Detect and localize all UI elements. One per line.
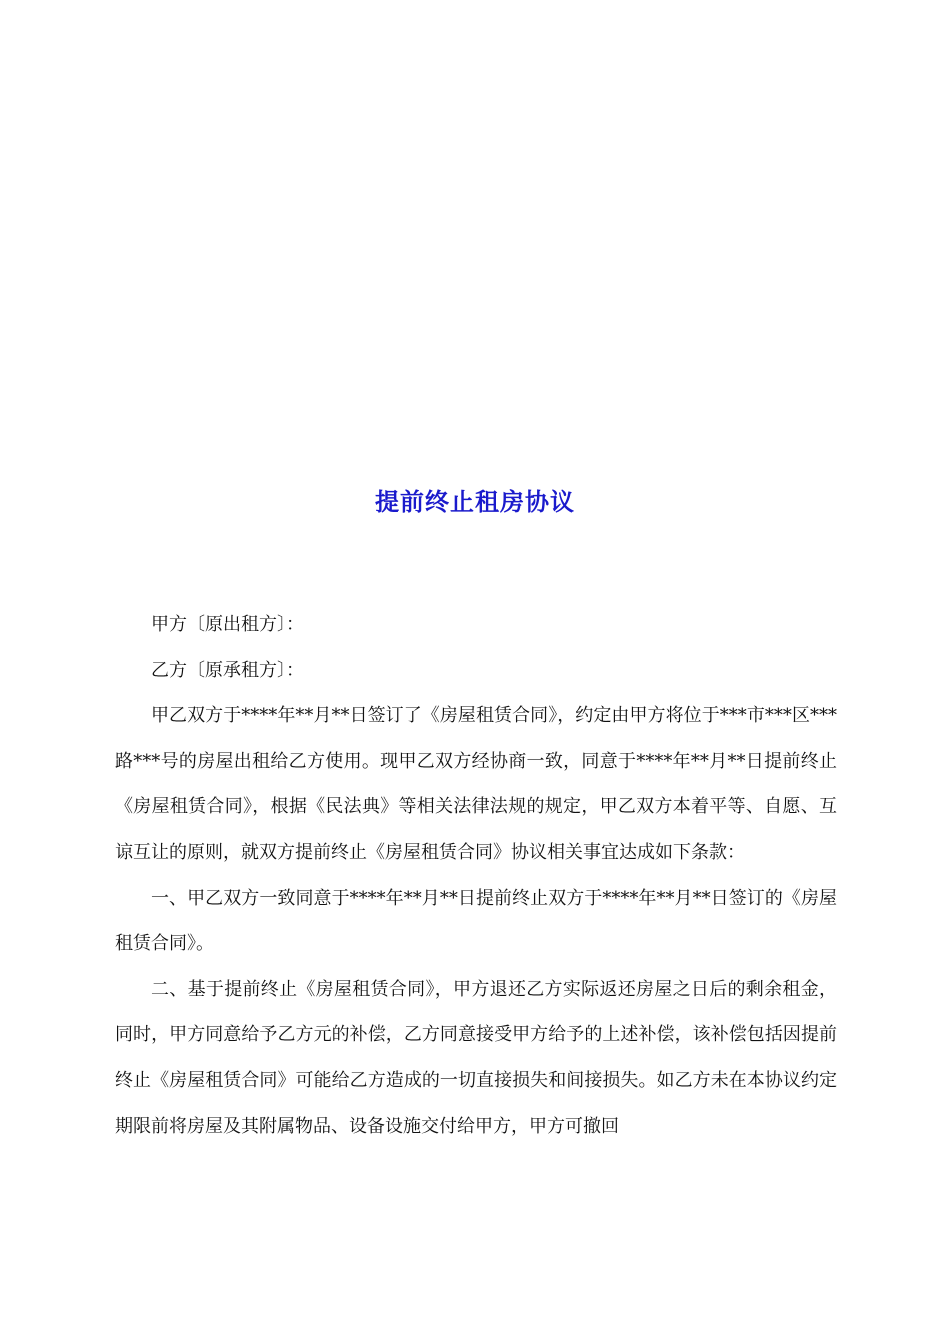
- document-body: [115, 602, 837, 1149]
- preamble-paragraph: 甲乙双方于****年**月**日签订了《房屋租赁合同》，约定由甲方将位于***市***区***路***号的房屋出租给乙方使用。现甲乙双方经协商一致，同意于****年**月**日提前终止《房屋租赁合同》，根据《民法典》等相关法律法规的规定，甲乙双方本着平等、自愿、互谅互让的原则，就双方提前终止《房屋租赁合同》协议相关事宜达成如下条款：: [115, 705, 837, 863]
- party-b-line: 乙方〔原承租方〕：: [151, 659, 304, 681]
- clause-one-paragraph: 一、甲乙双方一致同意于****年**月**日提前终止双方于****年**月**日签订的《房屋租赁合同》。: [115, 887, 837, 955]
- party-a-line: 甲方〔原出租方〕：: [151, 614, 304, 635]
- clause-two-paragraph: 二、基于提前终止《房屋租赁合同》，甲方退还乙方实际返还房屋之日后的剩余租金，同时，甲方同意给予乙方元的补偿，乙方同意接受甲方给予的上述补偿，该补偿包括因提前终止《房屋租赁合同》可能给乙方造成的一切直接损失和间接损失。如乙方未在本协议约定期限前将房屋及其附属物品、设备设施交付给甲方，甲方可撤回: [115, 978, 837, 1137]
- document-title: 提前终止租房协议: [375, 487, 575, 516]
